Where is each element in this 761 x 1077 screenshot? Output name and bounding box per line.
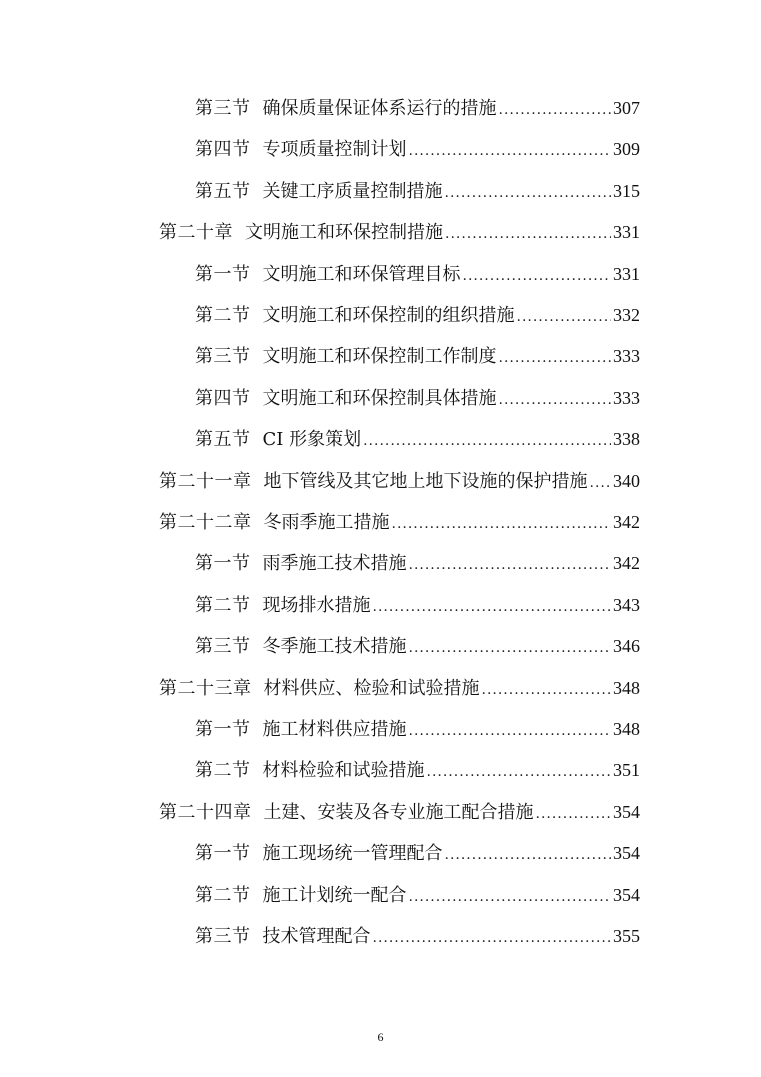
toc-entry-page: 333 xyxy=(613,346,640,367)
dot-leader xyxy=(409,717,612,745)
toc-section-entry[interactable] xyxy=(195,342,640,370)
toc-chapter-entry[interactable] xyxy=(159,218,640,246)
toc-entry-label: 第二十章 xyxy=(159,222,233,244)
page-number: 6 xyxy=(377,1030,384,1044)
toc-section-entry[interactable] xyxy=(195,301,640,329)
toc-entry-title: 技术管理配合 xyxy=(262,926,371,947)
toc-entry-label: 第四节 xyxy=(195,387,251,409)
toc-entry-label: 第二节 xyxy=(195,594,251,616)
dot-leader xyxy=(409,137,612,165)
toc-entry-page: 338 xyxy=(613,429,640,450)
dot-leader xyxy=(373,593,612,621)
toc-entry-page: 342 xyxy=(613,512,640,532)
toc-entry-label: 第二节 xyxy=(195,760,251,782)
toc-entry-title: 材料检验和试验措施 xyxy=(262,760,425,782)
toc-entry-label: 第五节 xyxy=(195,180,251,202)
toc-entry-page: 351 xyxy=(613,760,640,781)
toc-entry-label: 第二十四章 xyxy=(159,801,252,823)
toc-entry-label: 第一节 xyxy=(195,553,251,575)
toc-entry-title: CI 形象策划 xyxy=(262,429,362,451)
toc-entry-title: 文明施工和环保管理目标 xyxy=(262,263,461,285)
toc-entry-page: 315 xyxy=(613,180,640,201)
toc-entry-label: 第三节 xyxy=(195,98,251,119)
toc-entry-page: 354 xyxy=(613,843,640,864)
toc-entry-page: 348 xyxy=(613,719,640,739)
toc-entry-page: 348 xyxy=(613,677,640,698)
toc-entry-title: 材料供应、检验和试验措施 xyxy=(263,677,480,699)
toc-chapter-entry[interactable] xyxy=(159,467,640,495)
toc-entry-label: 第二节 xyxy=(195,305,251,326)
toc-section-entry[interactable] xyxy=(195,922,640,950)
toc-entry-label: 第四节 xyxy=(195,139,251,161)
toc-section-entry[interactable] xyxy=(195,756,640,784)
toc-entry-title: 专项质量控制计划 xyxy=(262,139,407,161)
toc-section-entry[interactable] xyxy=(195,135,640,163)
toc-chapter-entry[interactable] xyxy=(159,508,640,536)
toc-section-entry[interactable] xyxy=(195,549,640,577)
dot-leader xyxy=(373,924,612,952)
toc-entry-page: 354 xyxy=(613,884,640,905)
dot-leader xyxy=(363,427,611,455)
toc-entry-label: 第二十二章 xyxy=(159,512,252,533)
dot-leader xyxy=(445,841,612,869)
toc-entry-label: 第三节 xyxy=(195,636,251,658)
toc-entry-page: 331 xyxy=(613,222,640,243)
dot-leader xyxy=(445,220,611,248)
toc-entry-page: 346 xyxy=(613,636,640,657)
toc-section-entry[interactable] xyxy=(195,94,640,122)
toc-section-entry[interactable] xyxy=(195,715,640,743)
dot-leader xyxy=(482,676,612,704)
dot-leader xyxy=(409,551,612,579)
toc-section-entry[interactable] xyxy=(195,839,640,867)
toc-entry-page: 354 xyxy=(613,801,640,822)
dot-leader xyxy=(499,344,612,372)
dot-leader xyxy=(392,510,612,538)
toc-entry-title: 确保质量保证体系运行的措施 xyxy=(262,98,497,119)
toc-entry-page: 342 xyxy=(613,553,640,574)
toc-section-entry[interactable] xyxy=(195,384,640,412)
dot-leader xyxy=(445,179,612,207)
toc-section-entry[interactable] xyxy=(195,260,640,288)
toc-entry-title: 土建、安装及各专业施工配合措施 xyxy=(263,801,534,823)
toc-entry-title: 施工材料供应措施 xyxy=(262,719,407,740)
toc-entry-label: 第一节 xyxy=(195,843,251,865)
toc-entry-label: 第五节 xyxy=(195,429,251,451)
toc-entry-page: 343 xyxy=(613,594,640,615)
dot-leader xyxy=(536,800,612,828)
toc-entry-title: 施工计划统一配合 xyxy=(262,884,407,906)
toc-chapter-entry[interactable] xyxy=(159,798,640,826)
dot-leader xyxy=(499,386,612,414)
toc-entry-label: 第一节 xyxy=(195,263,251,285)
toc-entry-page: 307 xyxy=(613,98,640,118)
dot-leader xyxy=(409,634,612,662)
toc-entry-title: 文明施工和环保控制的组织措施 xyxy=(262,305,515,326)
toc-entry-page: 332 xyxy=(613,305,640,325)
toc-entry-page: 355 xyxy=(613,926,640,946)
toc-entry-label: 第一节 xyxy=(195,719,251,740)
toc-entry-page: 333 xyxy=(613,387,640,408)
toc-entry-title: 现场排水措施 xyxy=(262,594,371,616)
toc-entry-title: 关键工序质量控制措施 xyxy=(262,180,443,202)
dot-leader xyxy=(517,303,612,331)
toc-section-entry[interactable] xyxy=(195,881,640,909)
toc-chapter-entry[interactable] xyxy=(159,674,640,702)
toc-entry-page: 340 xyxy=(613,470,640,491)
toc-section-entry[interactable] xyxy=(195,591,640,619)
toc-entry-label: 第三节 xyxy=(195,346,251,368)
toc-entry-title: 冬季施工技术措施 xyxy=(262,636,407,658)
toc-entry-title: 文明施工和环保控制工作制度 xyxy=(262,346,497,368)
toc-entry-title: 冬雨季施工措施 xyxy=(263,512,390,533)
dot-leader xyxy=(499,96,612,124)
toc-entry-label: 第二十三章 xyxy=(159,677,252,699)
toc-entry-title: 文明施工和环保控制具体措施 xyxy=(262,387,497,409)
toc-entry-label: 第二节 xyxy=(195,884,251,906)
dot-leader xyxy=(463,262,612,290)
toc-entry-page: 309 xyxy=(613,139,640,160)
toc-section-entry[interactable] xyxy=(195,425,640,453)
toc-entry-page: 331 xyxy=(613,263,640,284)
dot-leader xyxy=(590,469,612,497)
toc-section-entry[interactable] xyxy=(195,632,640,660)
toc-entry-label: 第三节 xyxy=(195,926,251,947)
dot-leader xyxy=(427,758,612,786)
toc-section-entry[interactable] xyxy=(195,177,640,205)
dot-leader xyxy=(409,883,612,911)
toc-entry-title: 文明施工和环保控制措施 xyxy=(245,222,443,244)
toc-entry-title: 雨季施工技术措施 xyxy=(262,553,407,575)
toc-entry-label: 第二十一章 xyxy=(159,470,252,492)
toc-entry-title: 施工现场统一管理配合 xyxy=(262,843,443,865)
toc-entry-title: 地下管线及其它地上地下设施的保护措施 xyxy=(263,470,588,492)
